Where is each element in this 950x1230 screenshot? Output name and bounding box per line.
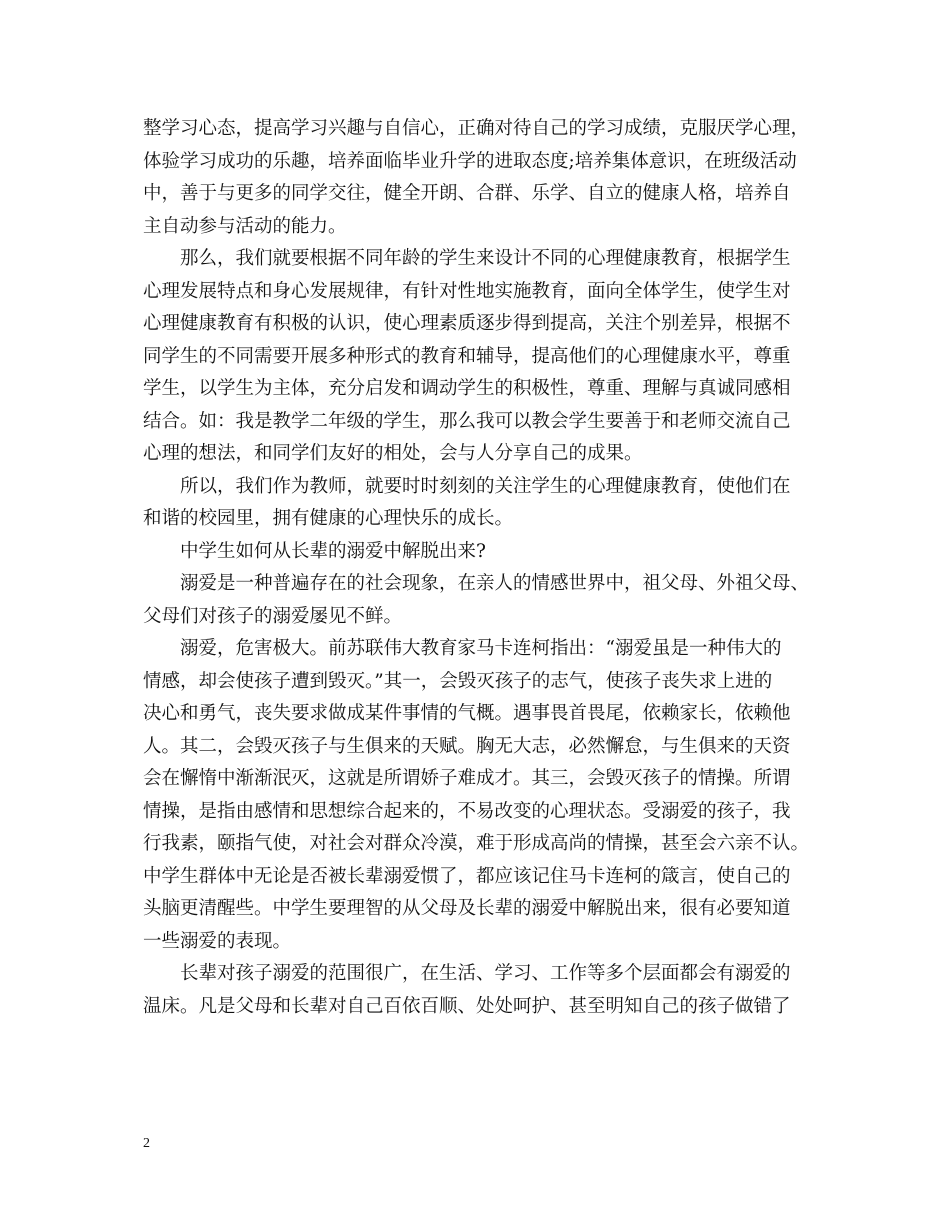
text-line: 同学生的不同需要开展多种形式的教育和辅导，提高他们的心理健康水平，尊重 xyxy=(143,345,791,367)
text-line: 决心和勇气，丧失要求做成某件事情的气概。遇事畏首畏尾，依赖家长，依赖他 xyxy=(143,703,791,724)
document-body xyxy=(143,113,815,1023)
text-line: 结合。如：我是教学二年级的学生，那么我可以教会学生要善于和老师交流自己 xyxy=(143,410,791,432)
text-line: 所以，我们作为教师，就要时时刻刻的关注学生的心理健康教育，使他们在 xyxy=(180,475,791,497)
text-line: 溺爱，危害极大。前苏联伟大教育家马卡连柯指出：“溺爱虽是一种伟大的 xyxy=(180,638,782,659)
text-line: 头脑更清醒些。中学生要理智的从父母及长辈的溺爱中解脱出来，很有必要知道 xyxy=(143,898,791,919)
text-line: 那么，我们就要根据不同年龄的学生来设计不同的心理健康教育，根据学生 xyxy=(180,248,791,269)
text-line: 父母们对孩子的溺爱屡见不鲜。 xyxy=(143,605,403,627)
text-line: 和谐的校园里，拥有健康的心理快乐的成长。 xyxy=(143,508,514,529)
text-line: 会在懈惰中渐渐泯灭，这就是所谓娇子难成才。其三，会毁灭孩子的情操。所谓 xyxy=(143,768,791,789)
text-line: 中学生如何从长辈的溺爱中解脱出来? xyxy=(180,540,486,562)
text-line: 整学习心态，提高学习兴趣与自信心，正确对待自己的学习成绩，克服厌学心理， xyxy=(143,118,810,139)
text-line: 情操，是指由感情和思想综合起来的，不易改变的心理状态。受溺爱的孩子，我 xyxy=(143,800,791,822)
text-line: 体验学习成功的乐趣，培养面临毕业升学的进取态度;培养集体意识，在班级活动 xyxy=(143,150,797,172)
text-line: 情感，却会使孩子遭到毁灭。”其一，会毁灭孩子的志气，使孩子丧失求上进的 xyxy=(143,670,773,692)
text-line: 中，善于与更多的同学交往，健全开朗、合群、乐学、自立的健康人格，培养自 xyxy=(143,183,791,204)
text-line: 长辈对孩子溺爱的范围很广，在生活、学习、工作等多个层面都会有溺爱的 xyxy=(180,963,791,984)
text-line: 行我素，颐指气使，对社会对群众冷漠，难于形成高尚的情操，甚至会六亲不认。 xyxy=(143,833,810,854)
text-line: 心理健康教育有积极的认识，使心理素质逐步得到提高，关注个别差异，根据不 xyxy=(143,313,791,334)
text-line: 人。其二，会毁灭孩子与生俱来的天赋。胸无大志，必然懈怠，与生俱来的天资 xyxy=(143,735,791,757)
text-line: 学生，以学生为主体，充分启发和调动学生的积极性，尊重、理解与真诚同感相 xyxy=(143,378,791,399)
text-line: 心理的想法，和同学们友好的相处，会与人分享自己的成果。 xyxy=(143,443,643,464)
text-line: 中学生群体中无论是否被长辈溺爱惯了，都应该记住马卡连柯的箴言，使自己的 xyxy=(143,865,791,887)
text-line: 温床。凡是父母和长辈对自己百依百顺、处处呵护、甚至明知自己的孩子做错了 xyxy=(143,995,791,1017)
text-line: 主自动参与活动的能力。 xyxy=(143,215,347,237)
text-line: 溺爱是一种普遍存在的社会现象，在亲人的情感世界中，祖父母、外祖父母、 xyxy=(180,573,810,594)
page-number: 2 xyxy=(143,1136,150,1151)
text-line: 心理发展特点和身心发展规律，有针对性地实施教育，面向全体学生，使学生对 xyxy=(143,280,791,302)
text-line: 一些溺爱的表现。 xyxy=(143,930,292,952)
